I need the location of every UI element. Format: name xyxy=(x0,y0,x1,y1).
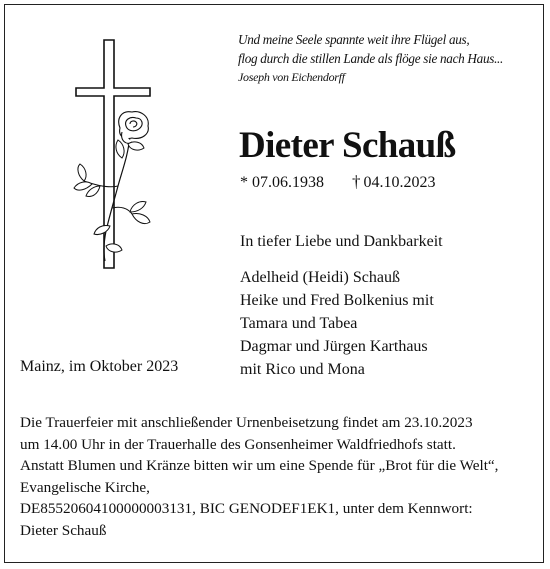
death-date: 04.10.2023 xyxy=(363,174,436,191)
life-dates xyxy=(240,172,436,193)
mourner-line: Adelheid (Heidi) Schauß xyxy=(240,269,400,286)
notice-line: Anstatt Blumen und Kränze bitten wir um eine Spende für „Brot für die Welt“, xyxy=(20,457,499,474)
birth-date: 07.06.1938 xyxy=(252,174,324,191)
mourners-intro: In tiefer Liebe und Dankbarkeit xyxy=(240,233,443,250)
mourners-list xyxy=(240,266,434,381)
mourner-line: mit Rico und Mona xyxy=(240,361,365,378)
deceased-name: Dieter Schauß xyxy=(239,125,456,166)
funeral-notice xyxy=(20,412,535,541)
notice-line: DE85520604100000003131, BIC GENODEF1EK1, unter dem Kennwort: xyxy=(20,500,473,517)
death-entry xyxy=(352,174,436,191)
place-date: Mainz, im Oktober 2023 xyxy=(20,358,179,375)
mourner-line: Heike und Fred Bolkenius mit xyxy=(240,292,434,309)
notice-line: Evangelische Kirche, xyxy=(20,478,150,496)
mourner-line: Dagmar und Jürgen Karthaus xyxy=(240,338,428,355)
quote xyxy=(238,30,538,87)
quote-author: Joseph von Eichendorff xyxy=(238,70,345,84)
dagger-icon: † xyxy=(352,172,361,191)
notice-line: um 14.00 Uhr in der Trauerhalle des Gonsenheimer Waldfriedhofs statt. xyxy=(20,435,456,453)
quote-line: flog durch die stillen Lande als flöge sie nach Haus... xyxy=(238,51,504,66)
cross-with-rose-icon xyxy=(70,36,160,276)
mourner-line: Tamara und Tabea xyxy=(240,315,358,332)
notice-line: Dieter Schauß xyxy=(20,521,107,539)
birth-symbol: * xyxy=(240,174,248,191)
quote-line: Und meine Seele spannte weit ihre Flügel aus, xyxy=(238,32,470,47)
notice-line: Die Trauerfeier mit anschließender Urnenbeisetzung findet am 23.10.2023 xyxy=(20,414,473,431)
